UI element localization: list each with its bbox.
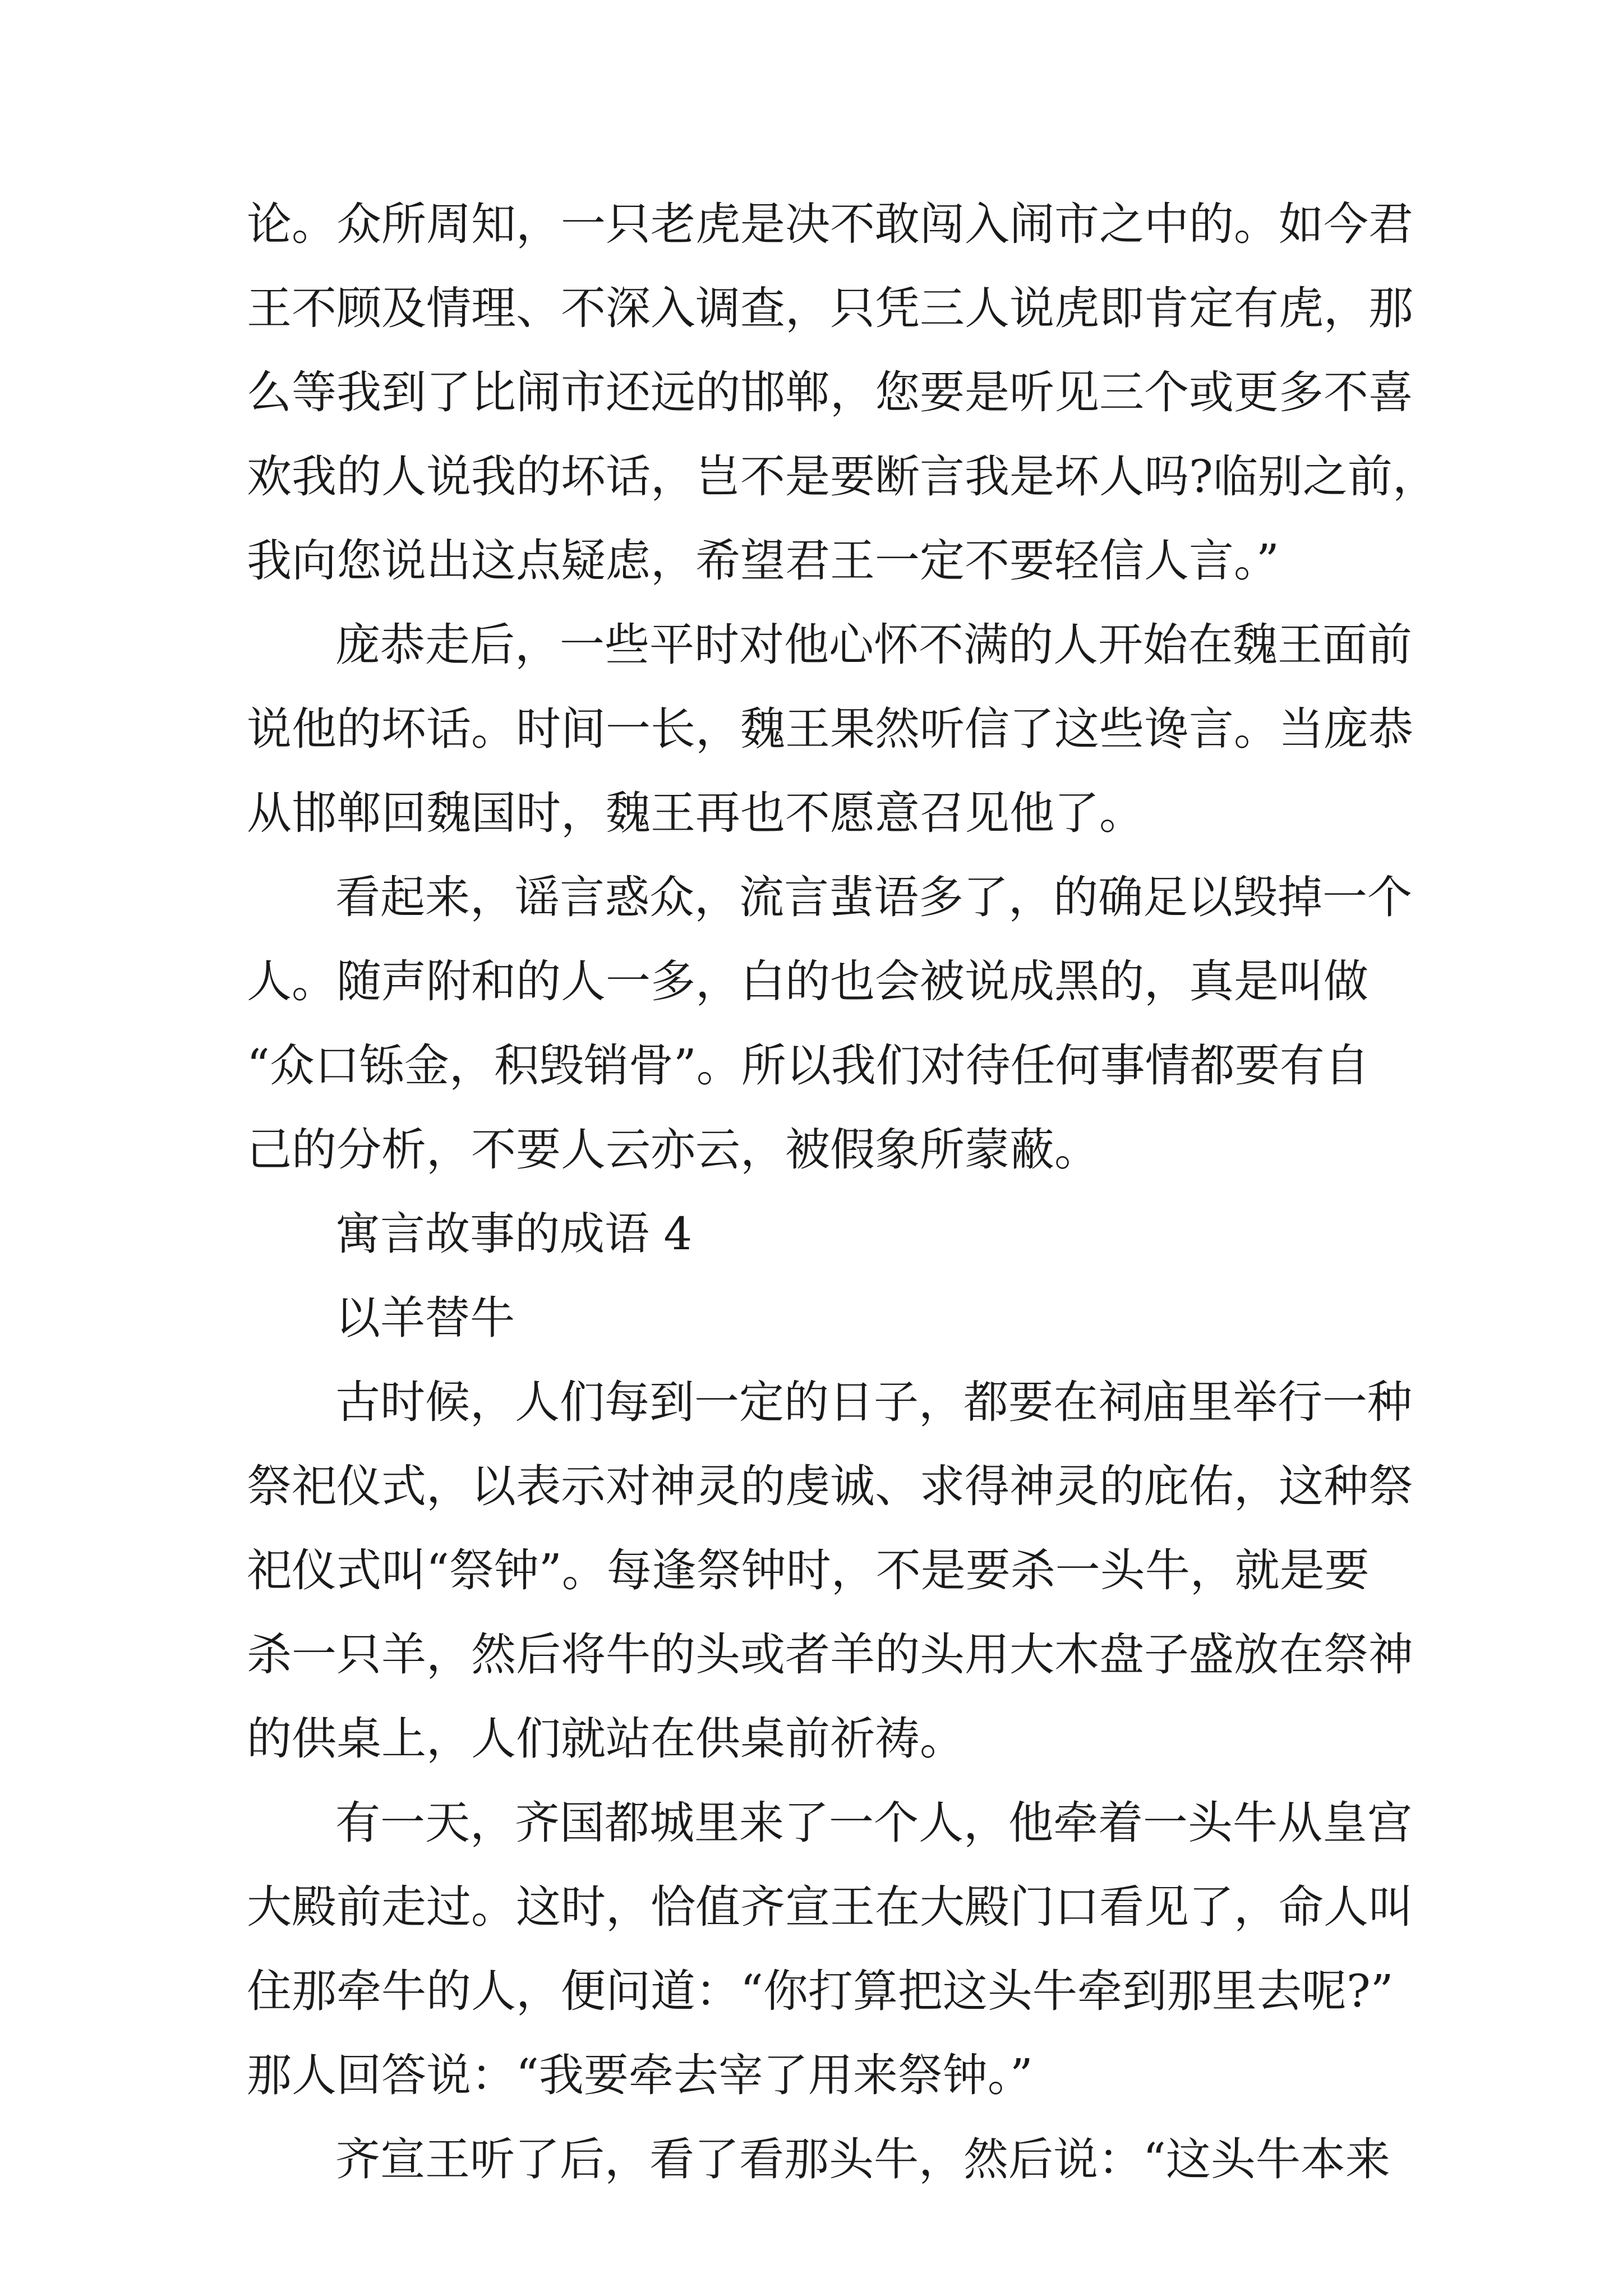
text-line: 杀一只羊，然后将牛的头或者羊的头用大木盘子盛放在祭神 <box>247 1628 1413 1681</box>
text-line: 欢我的人说我的坏话，岂不是要断言我是坏人吗?临别之前， <box>247 450 1437 503</box>
text-line: 么等我到了比闹市还远的邯郸，您要是听见三个或更多不喜 <box>247 366 1413 418</box>
text-line: 王不顾及情理、不深入调查，只凭三人说虎即肯定有虎，那 <box>247 282 1413 334</box>
text-line: 我向您说出这点疑虑，希望君王一定不要轻信人言。” <box>247 535 1279 587</box>
paragraph-start-line: 有一天，齐国都城里来了一个人，他牵着一头牛从皇宫 <box>335 1797 1412 1849</box>
story-title: 以羊替牛 <box>335 1292 515 1344</box>
text-line: “众口铄金，积毁销骨”。所以我们对待任何事情都要有自 <box>247 1039 1370 1092</box>
text-line: 大殿前走过。这时，恰值齐宣王在大殿门口看见了，命人叫 <box>247 1881 1413 1933</box>
text-line: 住那牵牛的人，便问道：“你打算把这头牛牵到那里去呢?” <box>247 1965 1394 2017</box>
paragraph-start-line: 古时候，人们每到一定的日子，都要在祠庙里举行一种 <box>335 1376 1412 1428</box>
text-line: 说他的坏话。时间一长，魏王果然听信了这些谗言。当庞恭 <box>247 703 1413 755</box>
paragraph-start-line: 庞恭走后，一些平时对他心怀不满的人开始在魏王面前 <box>335 619 1412 671</box>
text-line: 论。众所周知，一只老虎是决不敢闯入闹市之中的。如今君 <box>247 198 1413 250</box>
text-line: 人。随声附和的人一多，白的也会被说成黑的，真是叫做 <box>247 955 1368 1007</box>
text-line: 祭祀仪式，以表示对神灵的虔诚、求得神灵的庇佑，这种祭 <box>247 1460 1413 1512</box>
text-line: 祀仪式叫“祭钟”。每逢祭钟时，不是要杀一头牛，就是要 <box>247 1544 1370 1596</box>
text-line: 的供桌上，人们就站在供桌前祈祷。 <box>247 1713 965 1765</box>
text-line: 那人回答说：“我要牵去宰了用来祭钟。” <box>247 2049 1033 2101</box>
text-line: 从邯郸回魏国时，魏王再也不愿意召见他了。 <box>247 787 1144 839</box>
paragraph-start-line: 齐宣王听了后，看了看那头牛，然后说：“这头牛本来 <box>335 2133 1390 2185</box>
paragraph-start-line: 看起来，谣言惑众，流言蜚语多了，的确足以毁掉一个 <box>335 871 1412 923</box>
section-heading: 寓言故事的成语 4 <box>335 1208 693 1260</box>
text-line: 己的分析，不要人云亦云，被假象所蒙蔽。 <box>247 1124 1099 1176</box>
